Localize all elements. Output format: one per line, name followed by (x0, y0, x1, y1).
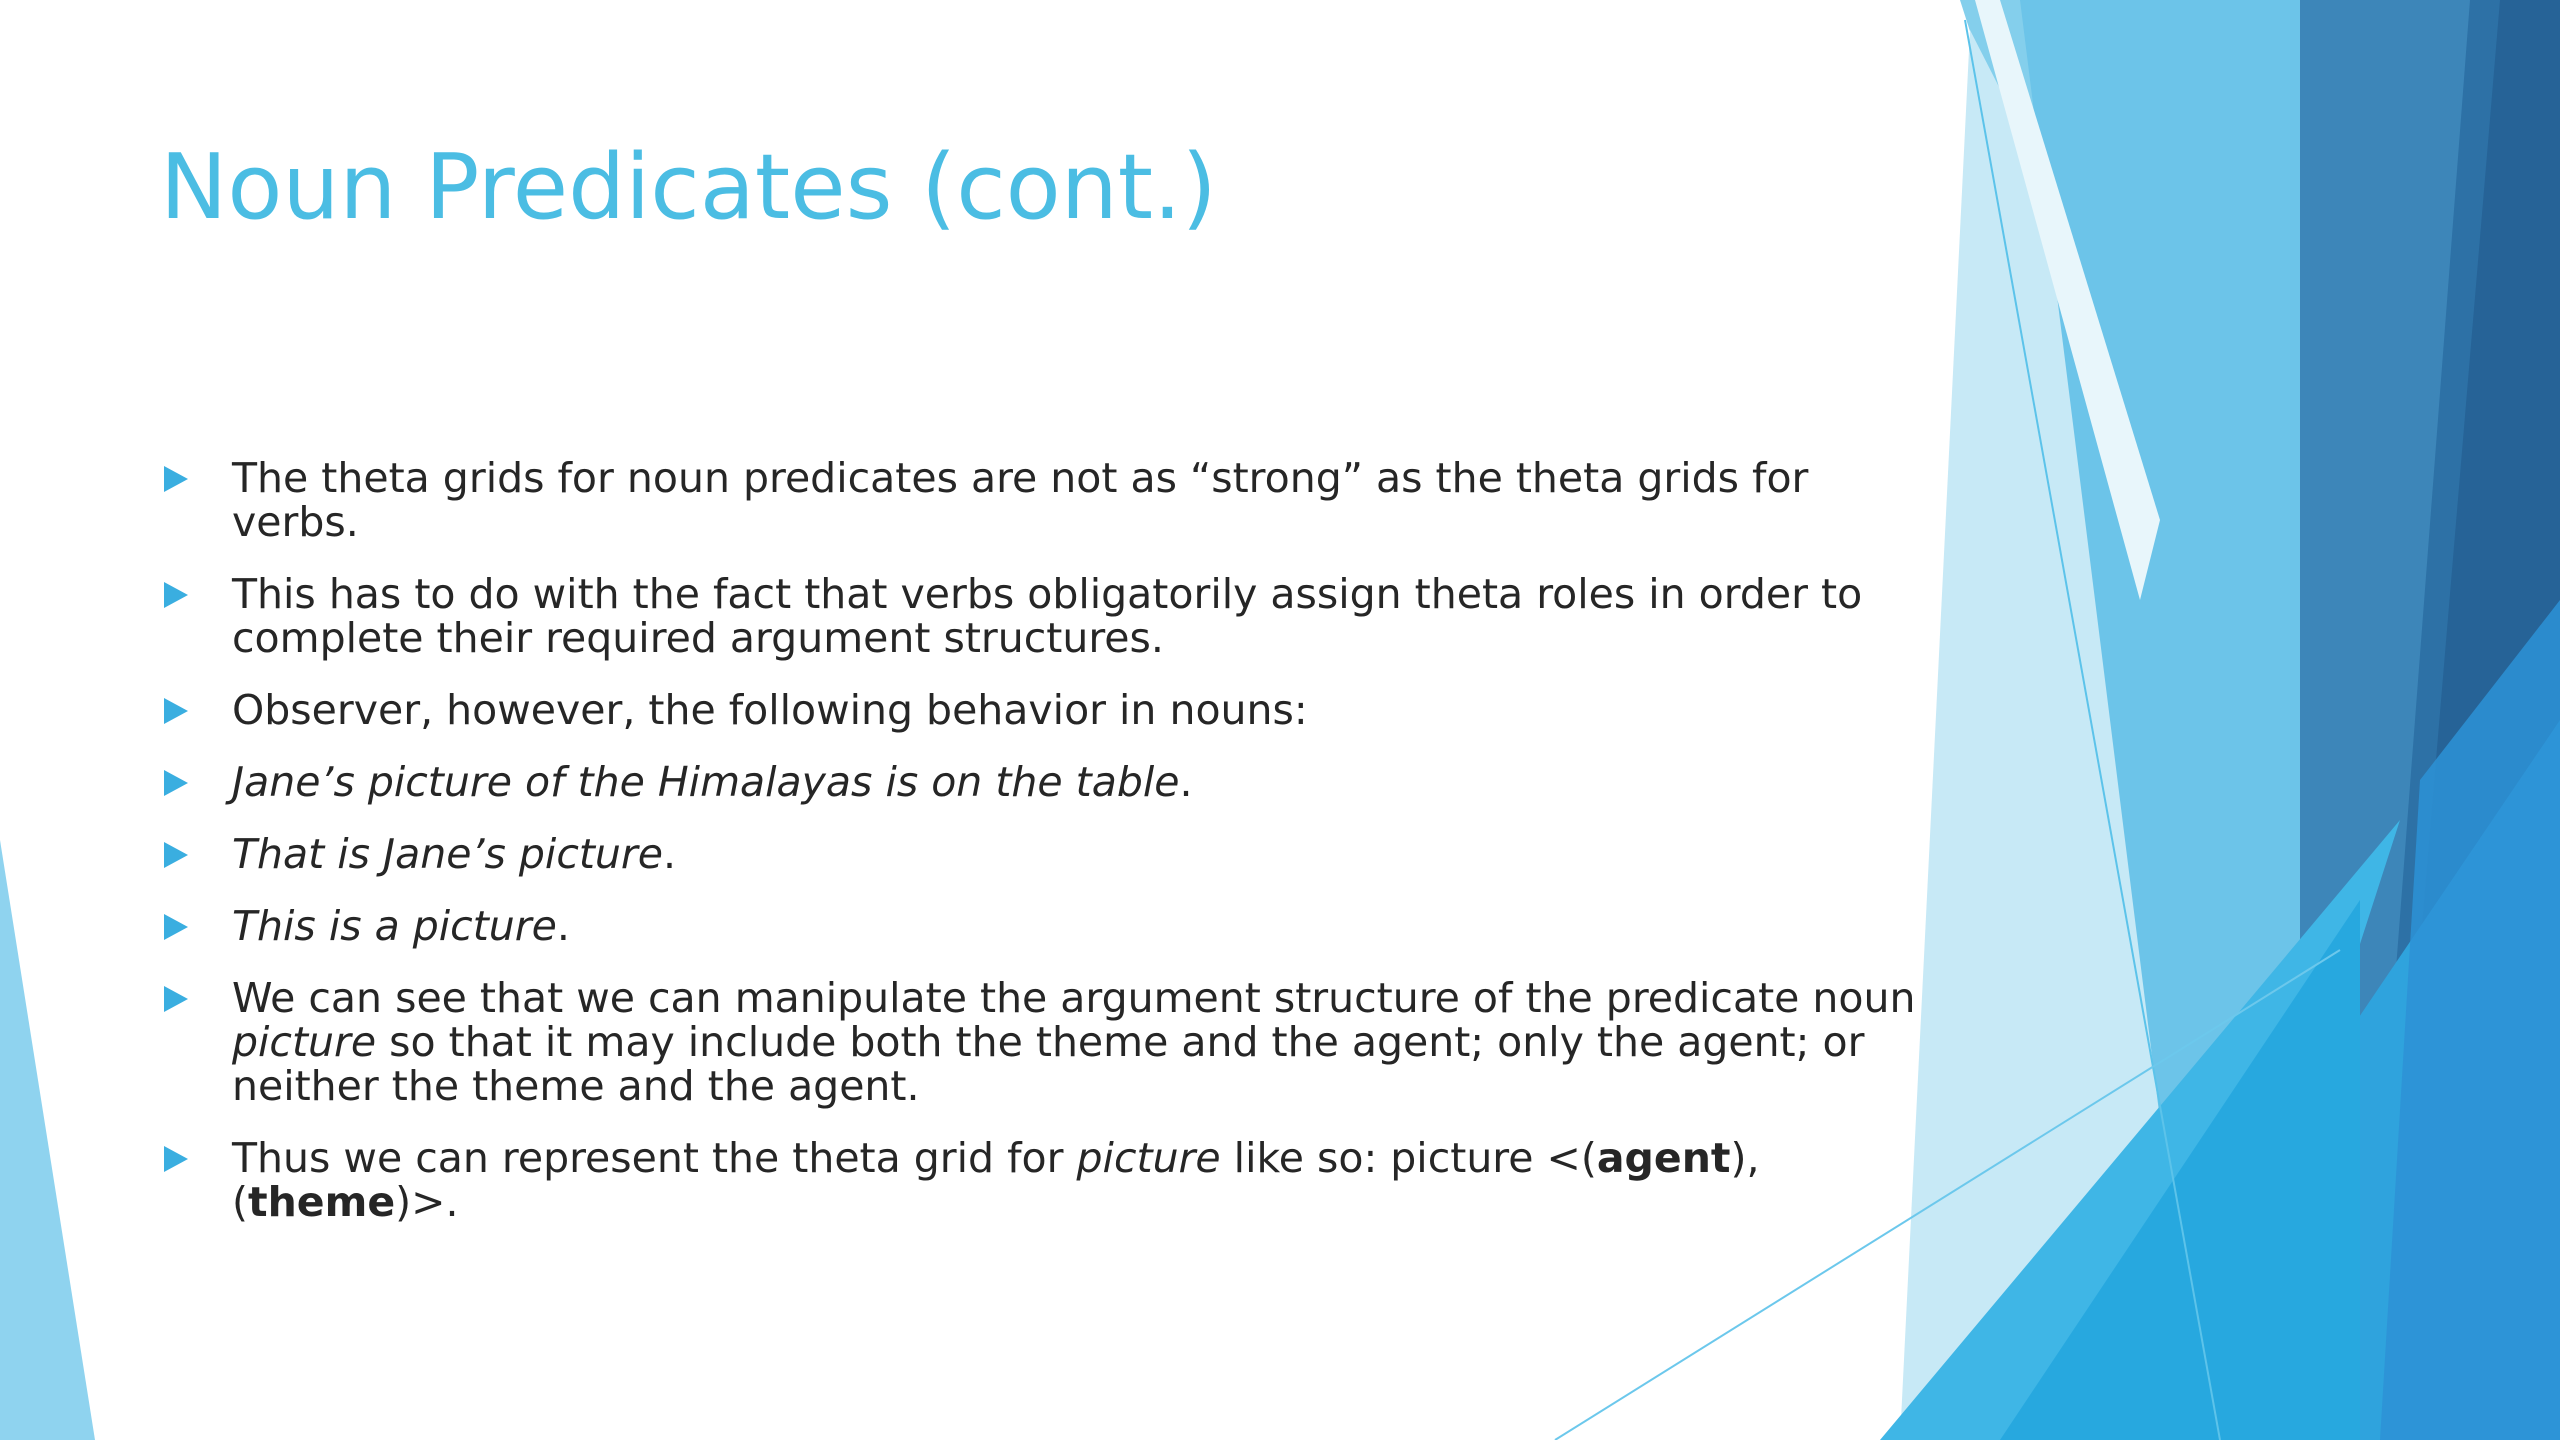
bullet-text: The theta grids for noun predicates are not as “strong” as the theta grids for verbs. (232, 454, 1809, 546)
bullet-text-pre: We can see that we can manipulate the argument structure of the predicate noun (232, 974, 1916, 1022)
example-sentence: That is Jane’s picture (232, 830, 664, 878)
bullet-item (160, 688, 1920, 732)
triangle-right-icon (164, 770, 188, 796)
term-picture: picture (232, 1018, 377, 1066)
role-theme: theme (248, 1178, 396, 1226)
bullet-text-mid: like so: picture <( (1220, 1134, 1597, 1182)
bullet-text-end: )>. (395, 1178, 459, 1226)
bullet-text: This has to do with the fact that verbs obligatorily assign theta roles in order to complete their required argument structures. (232, 570, 1863, 662)
bullet-item (160, 1136, 1920, 1224)
example-sentence: This is a picture (232, 902, 557, 950)
bullet-text-pre: Thus we can represent the theta grid for (232, 1134, 1077, 1182)
slide-title: Noun Predicates (cont.) (160, 135, 1217, 240)
example-sentence: Jane’s picture of the Himalayas is on the table (232, 758, 1180, 806)
term-picture: picture (1076, 1134, 1221, 1182)
bullet-text-post: so that it may include both the theme and the agent; only the agent; or neither the theme and the agent. (232, 1018, 1865, 1110)
bullet-text-sep: ), ( (232, 1134, 1760, 1226)
triangle-right-icon (164, 466, 188, 492)
bullet-item (160, 572, 1920, 660)
role-agent: agent (1596, 1134, 1731, 1182)
triangle-right-icon (164, 698, 188, 724)
bullet-item-example (160, 832, 1920, 876)
bullet-item (160, 456, 1920, 544)
bullet-item-example (160, 760, 1920, 804)
example-period: . (556, 902, 570, 950)
bullet-item-example (160, 904, 1920, 948)
example-period: . (663, 830, 677, 878)
decor-left-sliver (0, 840, 95, 1440)
triangle-right-icon (164, 986, 188, 1012)
bullet-text: Observer, however, the following behavior in nouns: (232, 686, 1308, 734)
example-period: . (1179, 758, 1193, 806)
triangle-right-icon (164, 1146, 188, 1172)
triangle-right-icon (164, 582, 188, 608)
triangle-right-icon (164, 914, 188, 940)
triangle-right-icon (164, 842, 188, 868)
bullet-list (160, 456, 1920, 1252)
bullet-item (160, 976, 1920, 1108)
